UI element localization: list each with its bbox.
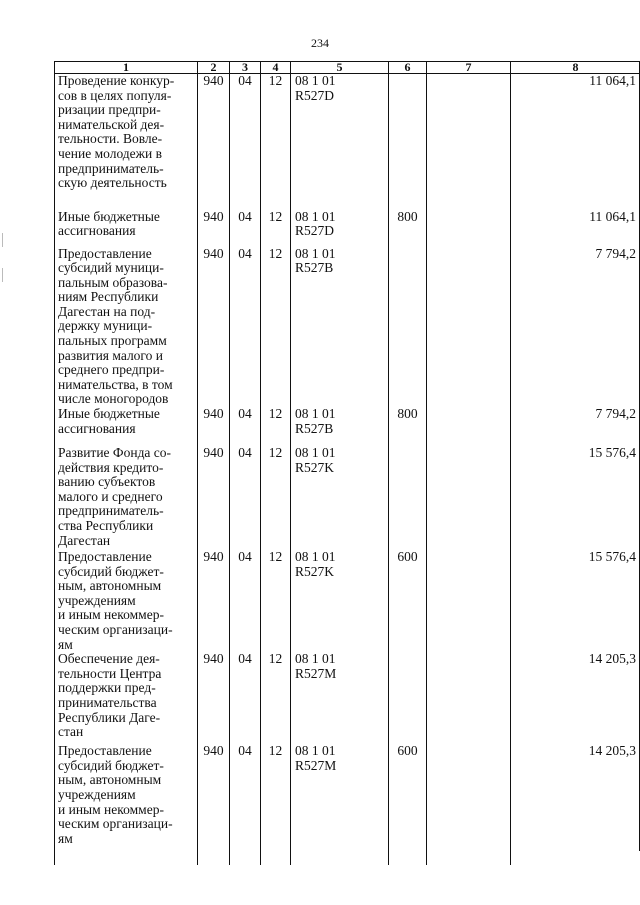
column-7-value bbox=[427, 550, 511, 652]
target-article-code: 08 1 01 R527D bbox=[291, 74, 389, 210]
subsection-code: 12 bbox=[261, 247, 291, 408]
amount: 7 794,2 bbox=[511, 407, 640, 446]
subsection-code: 12 bbox=[261, 74, 291, 210]
amount: 15 576,4 bbox=[511, 550, 640, 652]
ministry-code: 940 bbox=[198, 744, 230, 865]
col-header-1: 1 bbox=[55, 62, 198, 74]
subsection-code: 12 bbox=[261, 210, 291, 247]
target-article-code: 08 1 01 R527K bbox=[291, 550, 389, 652]
table-row bbox=[55, 210, 640, 247]
expense-type-code bbox=[389, 652, 427, 744]
ministry-code: 940 bbox=[198, 550, 230, 652]
expense-type-code: 600 bbox=[389, 744, 427, 865]
expense-type-code: 800 bbox=[389, 407, 427, 446]
row-description: Проведение конкур- сов в целях популя- ризации предпри- нимательской дея- тельности. Вовле- чение молодежи в предприниматель- скую деятельность bbox=[55, 74, 198, 210]
subsection-code: 12 bbox=[261, 407, 291, 446]
section-code: 04 bbox=[230, 652, 261, 744]
ministry-code: 940 bbox=[198, 446, 230, 550]
table-row bbox=[55, 550, 640, 652]
col-header-2: 2 bbox=[198, 62, 230, 74]
column-7-value bbox=[427, 446, 511, 550]
ministry-code: 940 bbox=[198, 652, 230, 744]
section-code: 04 bbox=[230, 550, 261, 652]
section-code: 04 bbox=[230, 210, 261, 247]
header-row bbox=[55, 62, 640, 74]
section-code: 04 bbox=[230, 74, 261, 210]
row-description: Обеспечение дея- тельности Центра поддержки пред- принимательства Республики Даге- стан bbox=[55, 652, 198, 744]
row-description: Предоставление субсидий бюджет- ным, автономным учреждениям и иным некоммер- ческим организаци- ям bbox=[55, 550, 198, 652]
ministry-code: 940 bbox=[198, 247, 230, 408]
subsection-code: 12 bbox=[261, 744, 291, 865]
table-row bbox=[55, 407, 640, 446]
margin-mark bbox=[2, 233, 3, 247]
amount: 11 064,1 bbox=[511, 74, 640, 210]
column-7-value bbox=[427, 652, 511, 744]
section-code: 04 bbox=[230, 446, 261, 550]
section-code: 04 bbox=[230, 744, 261, 865]
row-description: Предоставление субсидий муници- пальным образова- ниям Республики Дагестан на под- держку муници- пальных программ развития малого и среднего предпри- нимательства, в том числе моногородов bbox=[55, 247, 198, 408]
target-article-code: 08 1 01 R527M bbox=[291, 744, 389, 865]
col-header-3: 3 bbox=[230, 62, 261, 74]
col-header-8: 8 bbox=[511, 62, 640, 74]
table-row bbox=[55, 652, 640, 744]
expense-type-code bbox=[389, 247, 427, 408]
expense-type-code bbox=[389, 446, 427, 550]
page-number: 234 bbox=[311, 36, 329, 50]
target-article-code: 08 1 01 R527M bbox=[291, 652, 389, 744]
column-7-value bbox=[427, 407, 511, 446]
ministry-code: 940 bbox=[198, 210, 230, 247]
target-article-code: 08 1 01 R527B bbox=[291, 407, 389, 446]
col-header-5: 5 bbox=[291, 62, 389, 74]
amount: 14 205,3 bbox=[511, 652, 640, 744]
amount: 7 794,2 bbox=[511, 247, 640, 408]
budget-table bbox=[54, 61, 640, 865]
table-row bbox=[55, 744, 640, 865]
expense-type-code: 800 bbox=[389, 210, 427, 247]
amount: 14 205,3 bbox=[511, 744, 640, 865]
column-7-value bbox=[427, 744, 511, 865]
target-article-code: 08 1 01 R527D bbox=[291, 210, 389, 247]
target-article-code: 08 1 01 R527B bbox=[291, 247, 389, 408]
ministry-code: 940 bbox=[198, 74, 230, 210]
expense-type-code bbox=[389, 74, 427, 210]
expense-type-code: 600 bbox=[389, 550, 427, 652]
column-7-value bbox=[427, 74, 511, 210]
column-7-value bbox=[427, 210, 511, 247]
target-article-code: 08 1 01 R527K bbox=[291, 446, 389, 550]
amount: 11 064,1 bbox=[511, 210, 640, 247]
subsection-code: 12 bbox=[261, 550, 291, 652]
col-header-6: 6 bbox=[389, 62, 427, 74]
table-row bbox=[55, 247, 640, 408]
row-description: Развитие Фонда со- действия кредито- ванию субъектов малого и среднего предприниматель- ства Республики Дагестан bbox=[55, 446, 198, 550]
table-row bbox=[55, 74, 640, 210]
col-header-7: 7 bbox=[427, 62, 511, 74]
amount: 15 576,4 bbox=[511, 446, 640, 550]
subsection-code: 12 bbox=[261, 652, 291, 744]
ministry-code: 940 bbox=[198, 407, 230, 446]
row-description: Иные бюджетные ассигнования bbox=[55, 210, 198, 247]
margin-mark bbox=[2, 268, 3, 282]
col-header-4: 4 bbox=[261, 62, 291, 74]
row-description: Иные бюджетные ассигнования bbox=[55, 407, 198, 446]
table-row bbox=[55, 446, 640, 550]
row-description: Предоставление субсидий бюджет- ным, автономным учреждениям и иным некоммер- ческим организаци- ям bbox=[55, 744, 198, 865]
section-code: 04 bbox=[230, 407, 261, 446]
column-7-value bbox=[427, 247, 511, 408]
subsection-code: 12 bbox=[261, 446, 291, 550]
section-code: 04 bbox=[230, 247, 261, 408]
